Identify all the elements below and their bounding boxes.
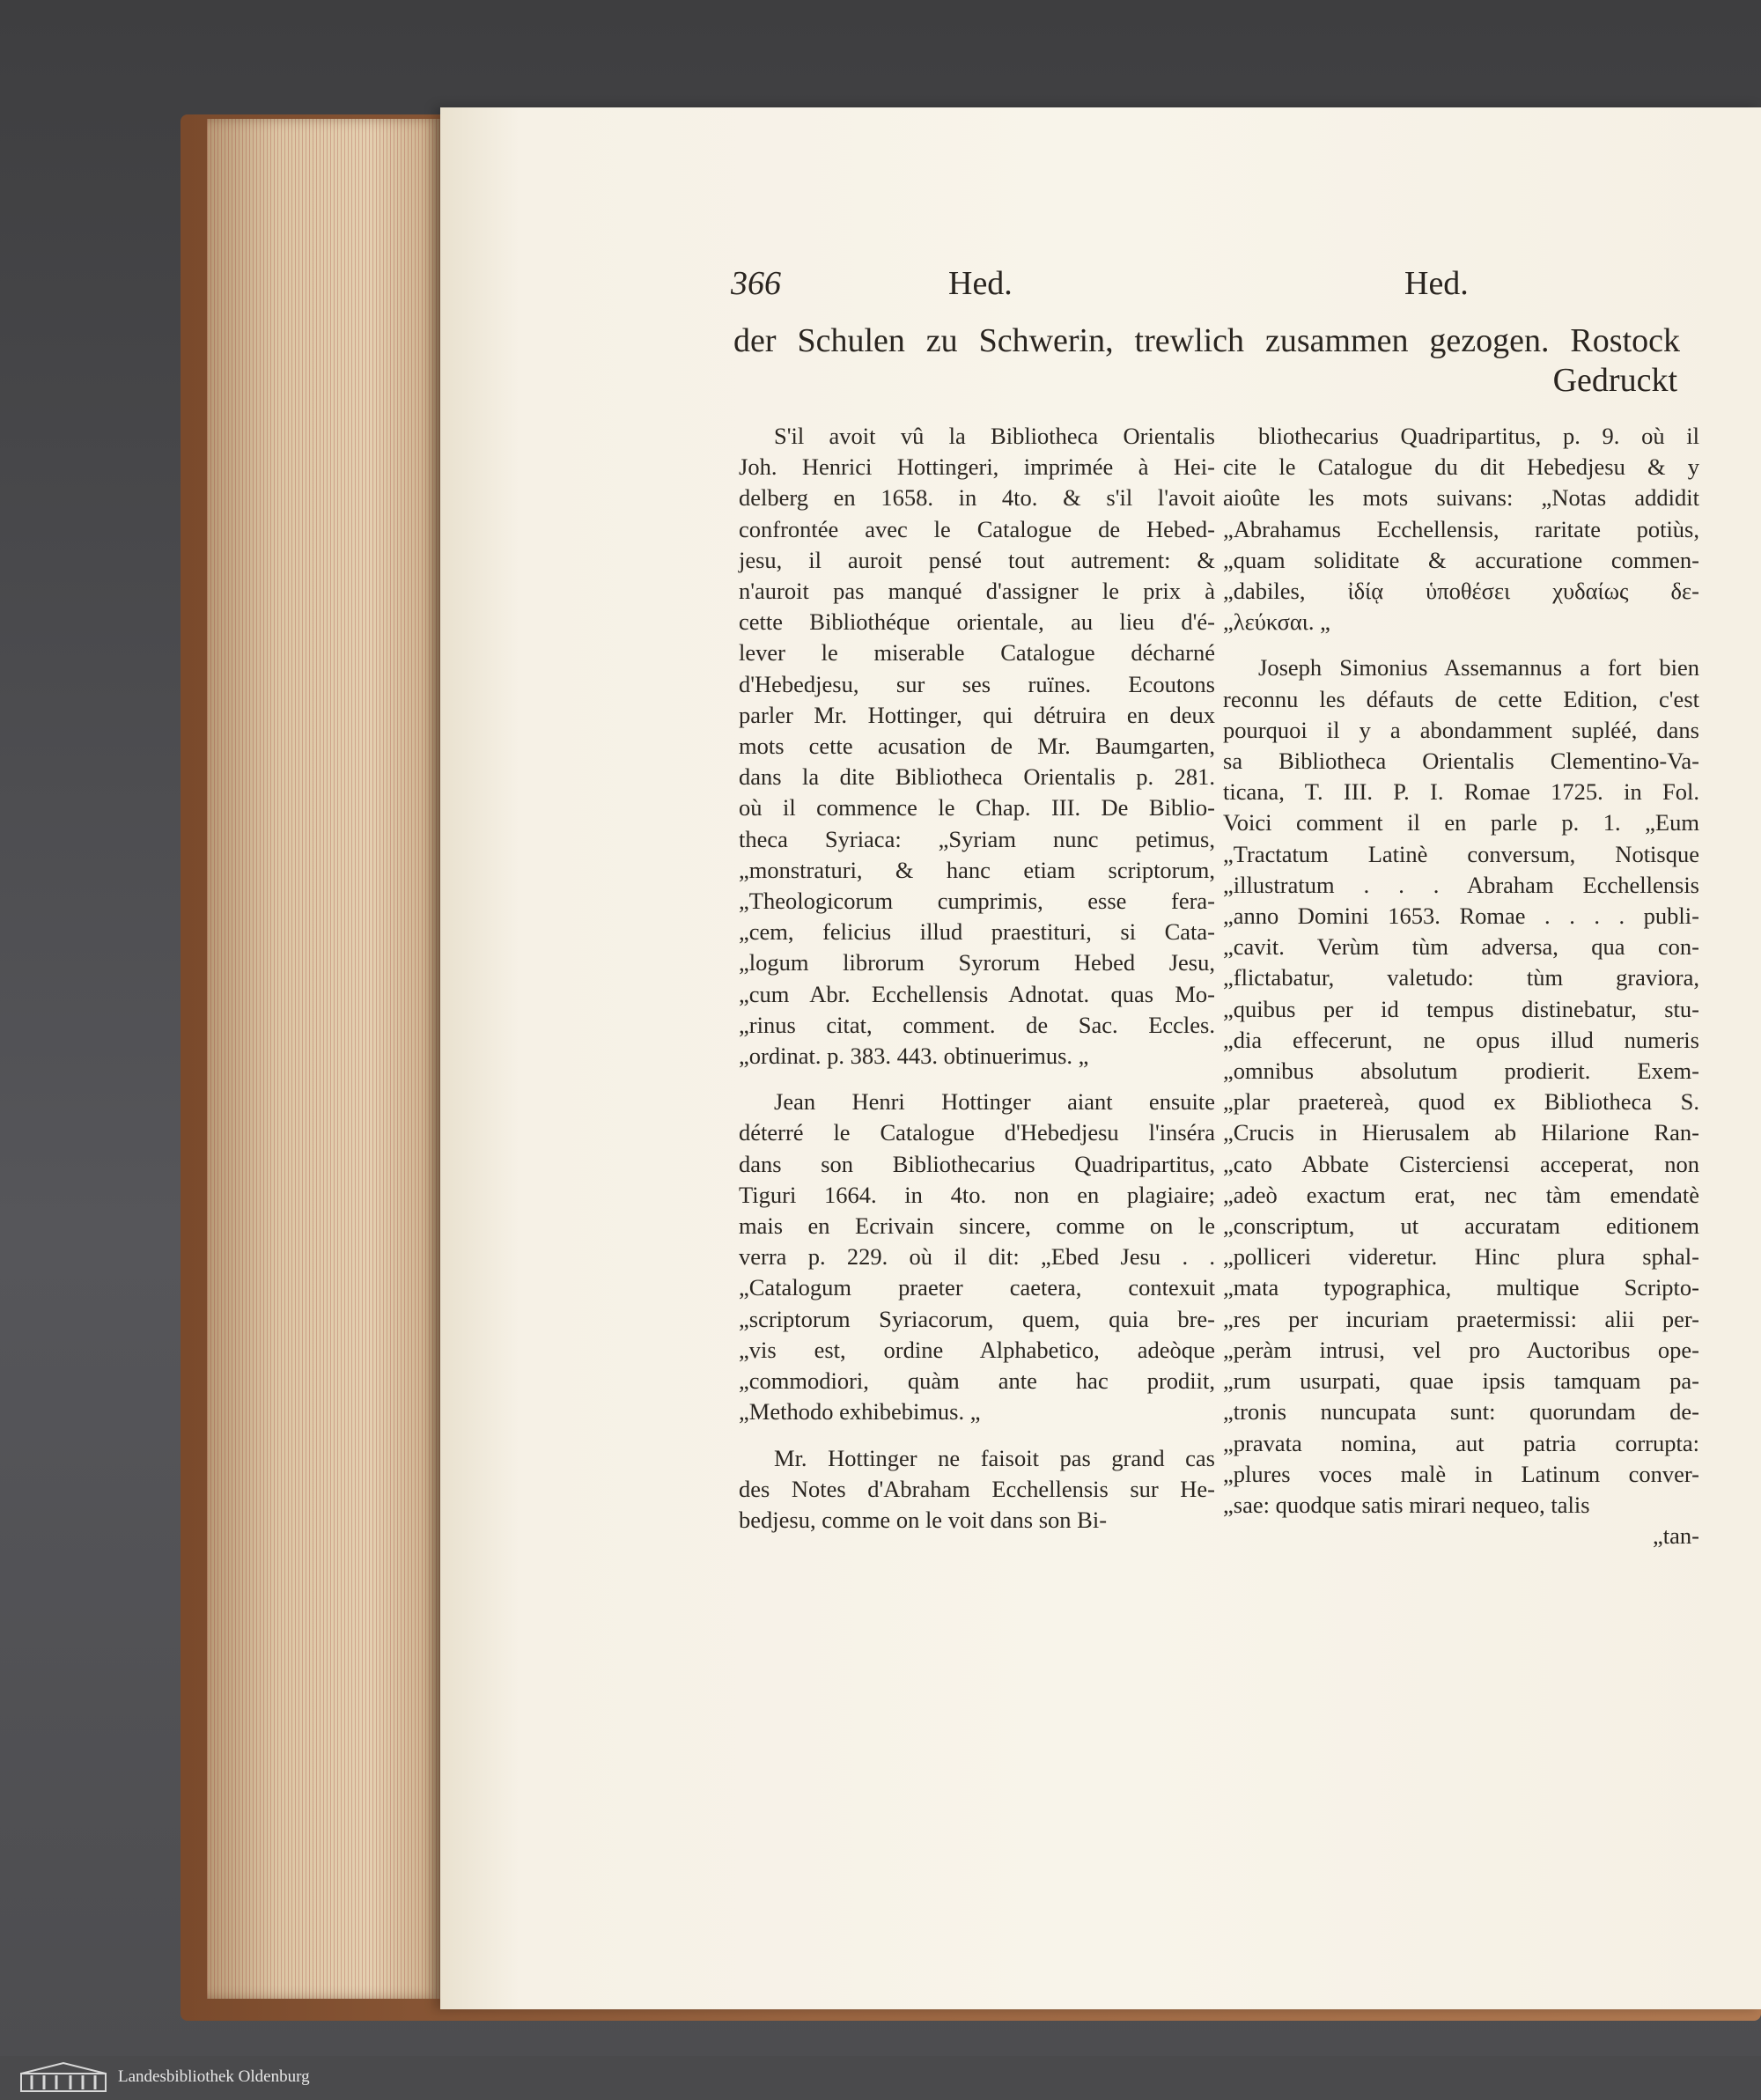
text-line: Tiguri 1664. in 4to. non en plagiaire; [739, 1181, 1215, 1208]
text-line: „dabiles, ἰδίᾳ ὑποθέσει χυδαίως δε- [1223, 578, 1699, 605]
text-line: „res per incuriam praetermissi: alii per- [1223, 1305, 1699, 1332]
text-line: d'Hebedjesu, sur ses ruïnes. Ecoutons [739, 670, 1215, 697]
text-line: lever le miserable Catalogue décharné [739, 639, 1215, 667]
text-line: „mata typographica, multique Scripto- [1223, 1274, 1699, 1301]
text-line: „quam soliditate & accuratione commen- [1223, 546, 1699, 573]
text-line: „polliceri videretur. Hinc plura sphal- [1223, 1243, 1699, 1271]
paragraph [739, 1443, 1215, 1536]
footer-library-name: Landesbibliothek Oldenburg [118, 2067, 310, 2086]
text-line: „omnibus absolutum prodierit. Exem- [1223, 1057, 1699, 1085]
text-line: „Crucis in Hierusalem ab Hilarione Ran- [1223, 1119, 1699, 1146]
text-line: „Tractatum Latinè conversum, Notisque [1223, 840, 1699, 867]
text-line: „Methodo exhibebimus. „ [739, 1398, 981, 1426]
text-line: „vis est, ordine Alphabetico, adeòque [739, 1336, 1215, 1363]
running-head-right: Hed. [1404, 265, 1469, 302]
text-line: Joh. Henrici Hottingeri, imprimée à Hei- [739, 453, 1215, 481]
book-fore-edge [207, 119, 440, 1999]
text-line: dans la dite Bibliotheca Orientalis p. 281. [739, 763, 1215, 791]
paragraph [1223, 652, 1699, 1521]
text-line: confrontée avec le Catalogue de Hebed- [739, 515, 1215, 542]
text-line: ticana, T. III. P. I. Romae 1725. in Fol. [1223, 778, 1699, 806]
library-logo-icon [19, 2061, 107, 2093]
text-line: „flictabatur, valetudo: tùm graviora, [1223, 964, 1699, 991]
text-line: reconnu les défauts de cette Edition, c'est [1223, 685, 1699, 712]
text-line: dans son Bibliothecarius Quadripartitus, [739, 1150, 1215, 1177]
text-line: „λεύκσαι. „ [1223, 608, 1330, 636]
text-line: „rum usurpati, quae ipsis tamquam pa- [1223, 1367, 1699, 1395]
text-line: „Abrahamus Ecchellensis, raritate potiùs, [1223, 515, 1699, 542]
text-line: des Notes d'Abraham Ecchellensis sur He- [739, 1475, 1215, 1502]
text-line: aioûte les mots suivans: „Notas addidit [1223, 484, 1699, 512]
text-line: „peràm intrusi, vel pro Auctoribus ope- [1223, 1336, 1699, 1363]
text-line: „Theologicorum cumprimis, esse fera- [739, 888, 1215, 915]
text-line: „conscriptum, ut accuratam editionem [1223, 1212, 1699, 1240]
text-line: „ordinat. p. 383. 443. obtinuerimus. „ [739, 1043, 1089, 1070]
paragraph [739, 421, 1215, 1072]
text-line: „cum Abr. Ecchellensis Adnotat. quas Mo- [739, 980, 1215, 1007]
text-line: Mr. Hottinger ne faisoit pas grand cas [774, 1444, 1215, 1471]
text-line: „commodiori, quàm ante hac prodiit, [739, 1367, 1215, 1395]
text-line: „cato Abbate Cisterciensi acceperat, non [1223, 1150, 1699, 1177]
text-line: „pravata nomina, aut patria corrupta: [1223, 1429, 1699, 1456]
text-line: cette Bibliothéque orientale, au lieu d'é- [739, 608, 1215, 636]
text-line: „adeò exactum erat, nec tàm emendatè [1223, 1181, 1699, 1208]
text-column-left [739, 421, 1215, 1536]
text-line: „Catalogum praeter caetera, contexuit [739, 1274, 1215, 1301]
text-line: „plures voces malè in Latinum conver- [1223, 1460, 1699, 1487]
catchword: „tan- [1653, 1522, 1699, 1550]
running-head-left: Hed. [948, 265, 1013, 302]
paragraph [1223, 421, 1699, 637]
text-line: „plar praetereà, quod ex Bibliotheca S. [1223, 1088, 1699, 1116]
text-line: sa Bibliotheca Orientalis Clementino-Va- [1223, 748, 1699, 775]
text-line: bedjesu, comme on le voit dans son Bi- [739, 1506, 1108, 1533]
text-line: cite le Catalogue du dit Hebedjesu & y [1223, 453, 1699, 481]
text-line: déterré le Catalogue d'Hebedjesu l'inséra [739, 1119, 1215, 1146]
text-line: où il commence le Chap. III. De Biblio- [739, 794, 1215, 822]
text-line: „illustratum . . . Abraham Ecchellensis [1223, 871, 1699, 898]
text-line: parler Mr. Hottinger, qui détruira en deux [739, 701, 1215, 728]
text-line: „sae: quodque satis mirari nequeo, talis [1223, 1491, 1590, 1518]
text-column-right [1223, 421, 1699, 1551]
page-number: 366 [731, 265, 781, 302]
text-line: pourquoi il y a abondamment supléé, dans [1223, 716, 1699, 743]
text-line: „scriptorum Syriacorum, quem, quia bre- [739, 1305, 1215, 1332]
text-line: n'auroit pas manqué d'assigner le prix à [739, 578, 1215, 605]
text-line: Voici comment il en parle p. 1. „Eum [1223, 809, 1699, 836]
text-line: „quibus per id tempus distinebatur, stu- [1223, 995, 1699, 1022]
text-line: „anno Domini 1653. Romae . . . . publi- [1223, 903, 1699, 930]
title-line-1: der Schulen zu Schwerin, trewlich zusammen gezogen. Rostock [733, 322, 1680, 359]
text-line: „dia effecerunt, ne opus illud numeris [1223, 1026, 1699, 1053]
text-line: Joseph Simonius Assemannus a fort bien [1258, 654, 1699, 682]
text-line: mais en Ecrivain sincere, comme on le [739, 1212, 1215, 1240]
text-line: „cavit. Verùm tùm adversa, qua con- [1223, 933, 1699, 961]
text-line: „monstraturi, & hanc etiam scriptorum, [739, 856, 1215, 883]
text-line: mots cette acusation de Mr. Baumgarten, [739, 733, 1215, 760]
text-line: jesu, il auroit pensé tout autrement: & [739, 546, 1215, 573]
text-line: theca Syriaca: „Syriam nunc petimus, [739, 825, 1215, 852]
text-line: bliothecarius Quadripartitus, p. 9. où il [1258, 423, 1699, 449]
text-line: „cem, felicius illud praestituri, si Cata- [739, 918, 1215, 946]
text-line: „rinus citat, comment. de Sac. Eccles. [739, 1011, 1215, 1038]
text-line: Jean Henri Hottinger aiant ensuite [774, 1088, 1215, 1116]
title-line-2: Gedruckt [1552, 362, 1677, 399]
text-line: verra p. 229. où il dit: „Ebed Jesu . . [739, 1243, 1215, 1271]
text-line: „tronis nuncupata sunt: quorundam de- [1223, 1398, 1699, 1426]
text-line: „logum librorum Syrorum Hebed Jesu, [739, 949, 1215, 976]
text-line: S'il avoit vû la Bibliotheca Orientalis [774, 423, 1215, 449]
text-line: delberg en 1658. in 4to. & s'il l'avoit [739, 484, 1215, 512]
paragraph [739, 1087, 1215, 1427]
